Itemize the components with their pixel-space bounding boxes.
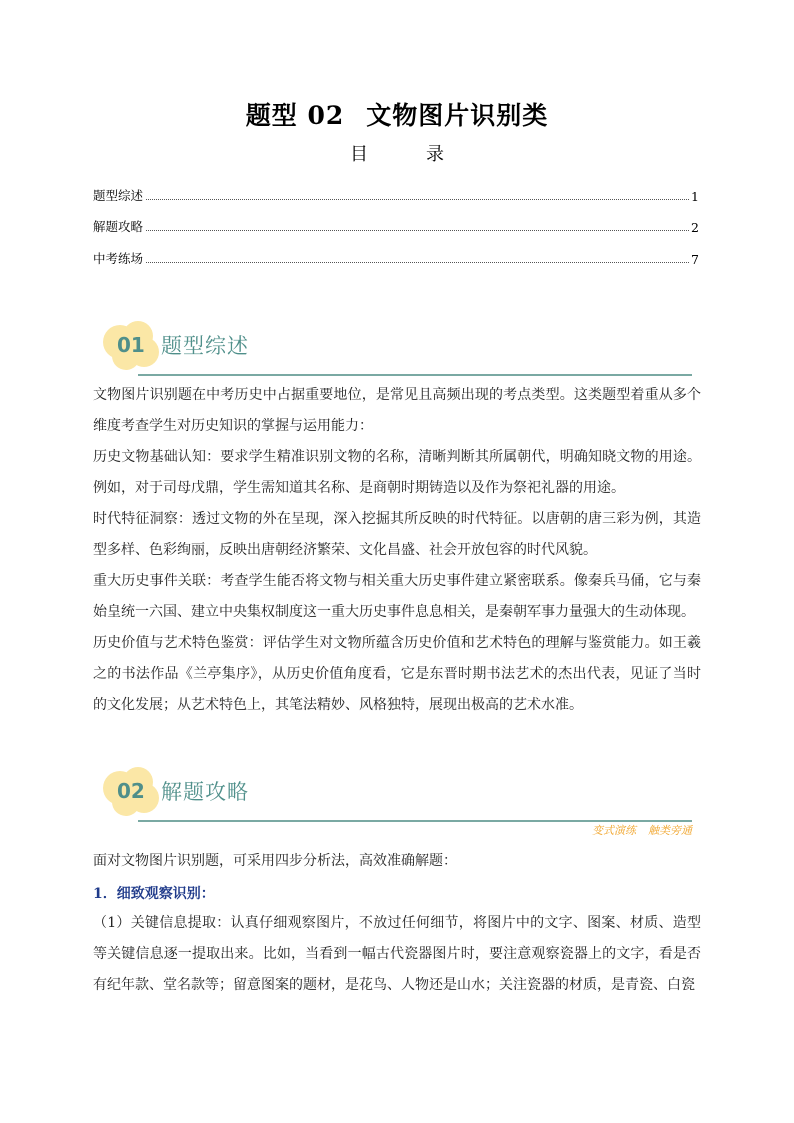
toc-entry-label: 题型综述 bbox=[93, 188, 144, 203]
section-01-header bbox=[100, 318, 692, 378]
title-prefix: 题型 02 bbox=[245, 101, 345, 130]
tagline-part-1: 变式演练 bbox=[592, 824, 636, 837]
toc-entry-page: 1 bbox=[691, 189, 699, 204]
section-title: 解题攻略 bbox=[161, 780, 249, 804]
section-02-header bbox=[100, 764, 692, 824]
overview-paragraph-events: 重大历史事件关联：考查学生能否将文物与相关重大历史事件建立紧密联系。像秦兵马俑，它与秦始皇统一六国、建立中央集权制度这一重大历史事件息息相关，是秦朝军事力量强大的生动体现。 bbox=[93, 573, 701, 620]
toc-leader-dots bbox=[146, 262, 689, 263]
toc-entry-practice[interactable] bbox=[93, 247, 699, 267]
overview-paragraph-era: 时代特征洞察：透过文物的外在呈现，深入挖掘其所反映的时代特征。以唐朝的唐三彩为例，其造型多样、色彩绚丽，反映出唐朝经济繁荣、文化昌盛、社会开放包容的时代风貌。 bbox=[93, 511, 701, 558]
toc-heading bbox=[0, 140, 794, 166]
section-divider bbox=[138, 374, 692, 376]
overview-paragraph-basic: 历史文物基础认知：要求学生精准识别文物的名称，清晰判断其所属朝代，明确知晓文物的用途。例如，对于司母戊鼎，学生需知道其名称、是商朝时期铸造以及作为祭祀礼器的用途。 bbox=[93, 449, 701, 496]
toc-heading-char-2: 录 bbox=[426, 144, 444, 165]
page-title bbox=[0, 96, 794, 132]
section-number: 01 bbox=[117, 333, 145, 357]
toc-entry-label: 中考练场 bbox=[93, 251, 144, 266]
step-1-paragraph: （1）关键信息提取：认真仔细观察图片，不放过任何细节，将图片中的文字、图案、材质、造型等关键信息逐一提取出来。比如，当看到一幅古代瓷器图片时，要注意观察瓷器上的文字，看是否有纪年款、堂名款等；留意图案的题材，是花鸟、人物还是山水；关注瓷器的材质，是青瓷、白瓷 bbox=[93, 915, 701, 993]
section-tagline bbox=[592, 822, 692, 838]
section-title: 题型综述 bbox=[161, 334, 249, 358]
toc-heading-char-1: 目 bbox=[350, 144, 368, 165]
step-1-heading: 1．细致观察识别： bbox=[93, 886, 215, 902]
toc-leader-dots bbox=[146, 230, 689, 231]
toc-entry-overview[interactable] bbox=[93, 184, 699, 204]
toc-entry-label: 解题攻略 bbox=[93, 219, 144, 234]
toc-leader-dots bbox=[146, 199, 689, 200]
toc-entry-page: 2 bbox=[691, 220, 699, 235]
overview-paragraph-value: 历史价值与艺术特色鉴赏：评估学生对文物所蕴含历史价值和艺术特色的理解与鉴赏能力。如王羲之的书法作品《兰亭集序》，从历史价值角度看，它是东晋时期书法艺术的杰出代表，见证了当时的文化发展；从艺术特色上，其笔法精妙、风格独特，展现出极高的艺术水准。 bbox=[93, 635, 701, 713]
overview-paragraph-intro: 文物图片识别题在中考历史中占据重要地位，是常见且高频出现的考点类型。这类题型着重从多个维度考查学生对历史知识的掌握与运用能力： bbox=[93, 387, 701, 434]
tagline-part-2: 触类旁通 bbox=[648, 824, 692, 837]
title-main: 文物图片识别类 bbox=[366, 101, 549, 130]
toc-entry-page: 7 bbox=[691, 252, 699, 267]
toc-entry-strategy[interactable] bbox=[93, 215, 699, 235]
section-number: 02 bbox=[117, 779, 145, 803]
strategy-intro: 面对文物图片识别题，可采用四步分析法，高效准确解题： bbox=[93, 853, 457, 869]
